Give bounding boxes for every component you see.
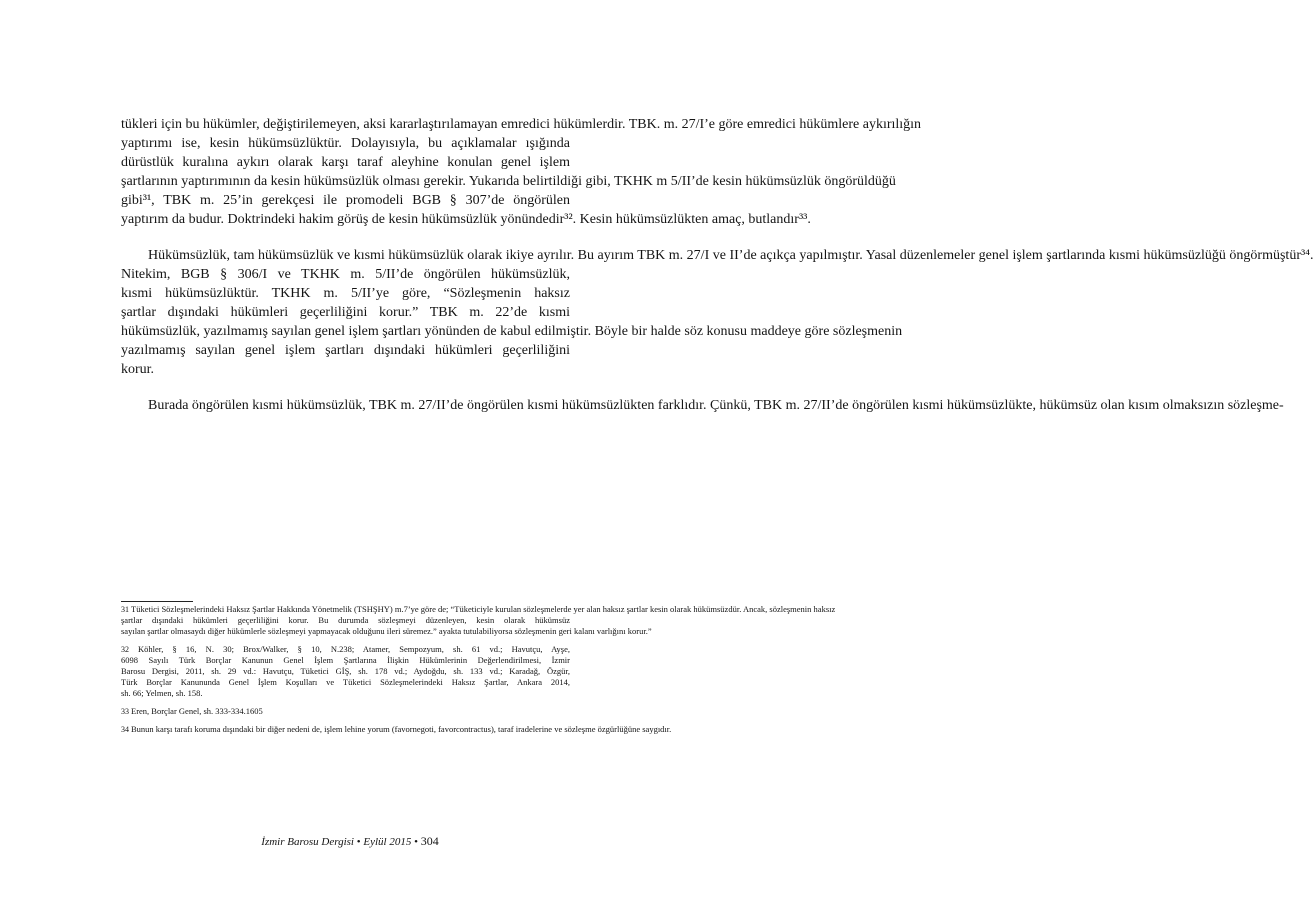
- footnote-divider: [121, 601, 193, 602]
- footnotes: [121, 604, 836, 742]
- paragraph-3: [121, 396, 1284, 415]
- footnote-line: 32 Köhler, § 16, N. 30; Brox/Walker, § 10, N.238; Atamer, Sempozyum, sh. 61 vd.; Havutçu, Ayşe,: [121, 644, 570, 654]
- footnote-line: Barosu Dergisi, 2011, sh. 29 vd.: Havutçu, Tüketici GİŞ, sh. 178 vd.; Aydoğdu, sh. 133 vd.; Karadağ, Özgür,: [121, 666, 570, 676]
- text-line: Burada öngörülen kısmi hükümsüzlük, TBK m. 27/II’de öngörülen kısmi hükümsüzlükten farklıdır. Çünkü, TBK m. 27/II’de öngörülen kısmi hükümsüzlükte, hükümsüz olan kısım olmaksızın sözleşme-: [148, 398, 1284, 413]
- body-text: [121, 115, 1314, 415]
- footnote-line: Türk Borçlar Kanununda Genel İşlem Koşulları ve Tüketici Sözleşmelerindeki Haksız Şartlar, Ankara 2014,: [121, 677, 570, 687]
- footnote-line: 6098 Sayılı Türk Borçlar Kanunun Genel İşlem Şartlarına İlişkin Hükümlerinin Değerlendirilmesi, İzmir: [121, 655, 570, 665]
- text-line: şartlarının yaptırımının da kesin hükümsüzlük olması gerekir. Yukarıda belirtildiği gibi, TKHK m 5/II’de kesin hükümsüzlük öngörüldüğü: [121, 174, 896, 189]
- text-line: şartlar dışındaki hükümleri geçerliliğini korur.” TBK m. 22’de kısmi: [121, 305, 570, 320]
- footnote-line: şartlar dışındaki hükümleri geçerliliğini korur. Bu durumda sözleşmeyi düzenleyen, kesin olarak hükümsüz: [121, 615, 570, 625]
- text-line: gibi³¹, TBK m. 25’in gerekçesi ile promodeli BGB § 307’de öngörülen: [121, 193, 570, 208]
- text-line: kısmi hükümsüzlüktür. TKHK m. 5/II’ye göre, “Sözleşmenin haksız: [121, 286, 570, 301]
- text-line: Hükümsüzlük, tam hükümsüzlük ve kısmi hükümsüzlük olarak ikiye ayrılır. Bu ayırım TBK m. 27/I ve II’de açıkça yapılmıştır. Yasal düzenlemeler genel işlem şartlarında kısmi hükümsüzlüğü öngörmüştür³⁴.: [148, 248, 1314, 263]
- footnote-line: 33 Eren, Borçlar Genel, sh. 333-334.1605: [121, 706, 263, 716]
- footnote-line: 34 Bunun karşı tarafı koruma dışındaki bir diğer nedeni de, işlem lehine yorum (favornegoti, favorcontractus), taraf iradelerine ve sözleşme özgürlüğüne saygıdır.: [121, 724, 672, 734]
- page-number: 304: [420, 834, 439, 848]
- text-line: yaptırım da budur. Doktrindeki hakim görüş de kesin hükümsüzlük yönündedir³². Kesin hükümsüzlükten amaç, butlandır³³.: [121, 212, 811, 227]
- footnote-line: sh. 66; Yelmen, sh. 158.: [121, 688, 203, 698]
- text-line: korur.: [121, 362, 155, 377]
- text-line: tükleri için bu hükümler, değiştirilemeyen, aksi kararlaştırılamayan emredici hükümlerdir. TBK. m. 27/I’e göre emredici hükümlere aykırılığın: [121, 117, 922, 132]
- text-line: Nitekim, BGB § 306/I ve TKHK m. 5/II’de öngörülen hükümsüzlük,: [121, 267, 570, 282]
- footnote-number: 31: [121, 605, 131, 614]
- footnote-number: 34: [121, 725, 131, 734]
- footnote-line: 31 Tüketici Sözleşmelerindeki Haksız Şartlar Hakkında Yönetmelik (TSHŞHY) m.7’ye göre de; “Tüketiciyle kurulan sözleşmelerde yer alan haksız şartlar kesin olarak hükümsüzdür. Ancak, sözleşmenin haksız: [121, 604, 836, 614]
- text-line: yazılmamış sayılan genel işlem şartları dışındaki hükümleri geçerliliğini: [121, 343, 570, 358]
- footnote-number: 32: [121, 645, 139, 654]
- text-line: dürüstlük kuralına aykırı olarak karşı taraf aleyhine konulan genel işlem: [121, 155, 570, 170]
- footnote-33: [121, 706, 570, 717]
- footnote-34: [121, 724, 672, 735]
- footnote-number: 33: [121, 707, 131, 716]
- journal-name: İzmir Barosu Dergisi: [261, 836, 354, 848]
- footer-separator: •: [414, 836, 418, 848]
- paragraph-2: [121, 246, 1314, 379]
- text-line: yaptırımı ise, kesin hükümsüzlüktür. Dolayısıyla, bu açıklamalar ışığında: [121, 136, 570, 151]
- text-line: hükümsüzlük, yazılmamış sayılan genel işlem şartları yönünden de kabul edilmiştir. Böyle bir halde söz konusu maddeye göre sözleşmenin: [121, 324, 903, 339]
- page-footer: [0, 834, 700, 849]
- paragraph-1: [121, 115, 922, 229]
- footer-separator: •: [356, 836, 361, 848]
- issue-date: Eylül 2015: [363, 836, 412, 848]
- footnote-line: sayılan şartlar olmasaydı diğer hükümlerle sözleşmeyi yapmayacak olduğunu ileri süremez.” ayakta tutulabiliyorsa sözleşmenin geri kalanı varlığını korur.”: [121, 626, 652, 636]
- footnote-32: [121, 644, 570, 699]
- footnote-31: [121, 604, 836, 637]
